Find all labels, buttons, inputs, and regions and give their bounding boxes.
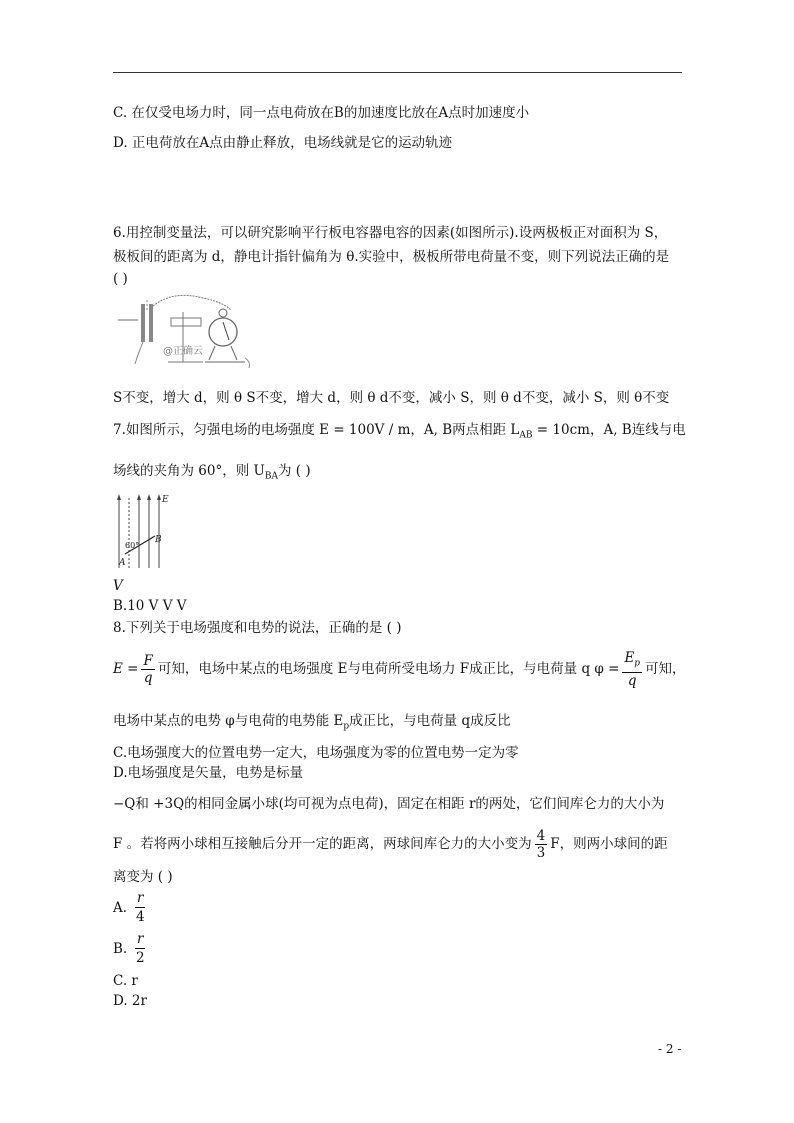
q9-line2-tail: F，则两小球间的距 — [550, 836, 668, 852]
q9-option-a-fraction — [135, 889, 145, 926]
q7-option-b: B.10 V V V — [113, 598, 187, 614]
frac-denominator: 4 — [135, 909, 145, 925]
frac-numerator-base: E — [624, 650, 635, 666]
q9-stem-line3: 离变为 ( ) — [113, 869, 173, 885]
q8-option-b-sub: p — [343, 721, 350, 732]
watermark-text: @正确云 — [163, 346, 203, 357]
q8-option-d: D.电场强度是矢量，电势是标量 — [113, 765, 304, 781]
q9-option-c: C. r — [113, 973, 138, 989]
q9-option-b-fraction — [135, 930, 145, 967]
q8-formula-lhs: E = — [113, 660, 139, 677]
q6-bracket: ( ) — [113, 271, 128, 287]
q7-stem-line1 — [113, 421, 686, 445]
q9-option-b-label: B. — [113, 941, 128, 957]
frac-numerator-sub: p — [634, 658, 641, 669]
q9-option-d: D. 2r — [113, 993, 147, 1009]
frac-denominator: 3 — [536, 845, 546, 861]
q7-line2-sub: BA — [264, 471, 279, 482]
point-label-b: B — [155, 535, 162, 545]
frac-numerator — [622, 650, 642, 673]
q8-option-a — [113, 650, 686, 689]
q8-option-b-tail: 成正比，与电荷量 q成反比 — [349, 713, 511, 729]
page-number: - 2 - — [658, 1042, 682, 1056]
q8-option-a-text: 可知，电场中某点的电场强度 E与电荷所受电场力 F成正比，与电荷量 q φ = — [157, 660, 620, 677]
q7-unit-line: V — [113, 578, 123, 594]
q7-line2-text: 场线的夹角为 60°，则 U — [113, 463, 265, 479]
q9-option-a-label: A. — [113, 900, 128, 916]
q8-fraction-f-q — [141, 653, 154, 686]
uniform-field-figure — [113, 492, 169, 570]
q7-line1-tail: = 10cm，A, B连线与电 — [532, 422, 686, 438]
q9-stem-line1: −Q和 +3Q的相同金属小球(均可视为点电荷)，固定在相距 r的两处，它们间库仑力的大小为 — [113, 796, 665, 812]
q5-option-d: D. 正电荷放在A点由静止释放，电场线就是它的运动轨迹 — [113, 135, 453, 151]
q7-line1-text: 7.如图所示，匀强电场的电场强度 E = 100V / m，A, B两点相距 L — [113, 422, 520, 438]
q8-option-a-tail: 可知， — [645, 660, 686, 677]
frac-numerator: 4 — [536, 828, 546, 844]
q7-line2-tail: 为 ( ) — [278, 463, 311, 479]
q9-line2-text: F 。若将两小球相互接触后分开一定的距离，两球间库仑力的大小变为 — [113, 836, 532, 852]
q8-fraction-ep-q — [622, 650, 642, 689]
q9-stem-line2 — [113, 827, 668, 861]
frac-denominator: 2 — [135, 950, 145, 966]
point-label-a: A — [119, 558, 126, 568]
frac-denominator: q — [627, 672, 637, 689]
q6-stem-line2: 极板间的距离为 d，静电计指针偏角为 θ.实验中，极板所带电荷量不变，则下列说法正确的是 — [113, 249, 670, 265]
q6-stem-line1: 6.用控制变量法，可以研究影响平行板电容器电容的因素(如图所示).设两极板正对面积为 S， — [113, 225, 668, 241]
q7-line1-sub: AB — [519, 430, 533, 441]
q5-option-c: C. 在仅受电场力时，同一点电荷放在B的加速度比放在A点时加速度小 — [113, 105, 530, 121]
angle-label: 60° — [125, 541, 140, 550]
q9-fraction-4-3 — [535, 828, 548, 861]
q8-option-c: C.电场强度大的位置电势一定大，电场强度为零的位置电势一定为零 — [113, 745, 519, 761]
header-rule — [113, 72, 682, 73]
q8-stem: 8.下列关于电场强度和电势的说法，正确的是 ( ) — [113, 620, 402, 636]
q7-stem-line2 — [113, 462, 311, 486]
frac-denominator: q — [143, 669, 153, 686]
frac-numerator: r — [137, 890, 144, 906]
q8-option-b-text: 电场中某点的电势 φ与电荷的电势能 E — [113, 713, 344, 729]
frac-numerator: r — [137, 931, 144, 947]
q8-option-b — [113, 712, 511, 736]
field-label-e: E — [162, 495, 169, 505]
capacitor-experiment-figure — [113, 292, 258, 372]
frac-numerator: F — [143, 652, 153, 669]
q6-options: S不变，增大 d，则 θ S不变，增大 d，则 θ d不变，减小 S，则 θ d不变，减小 S，则 θ不变 — [113, 390, 670, 406]
